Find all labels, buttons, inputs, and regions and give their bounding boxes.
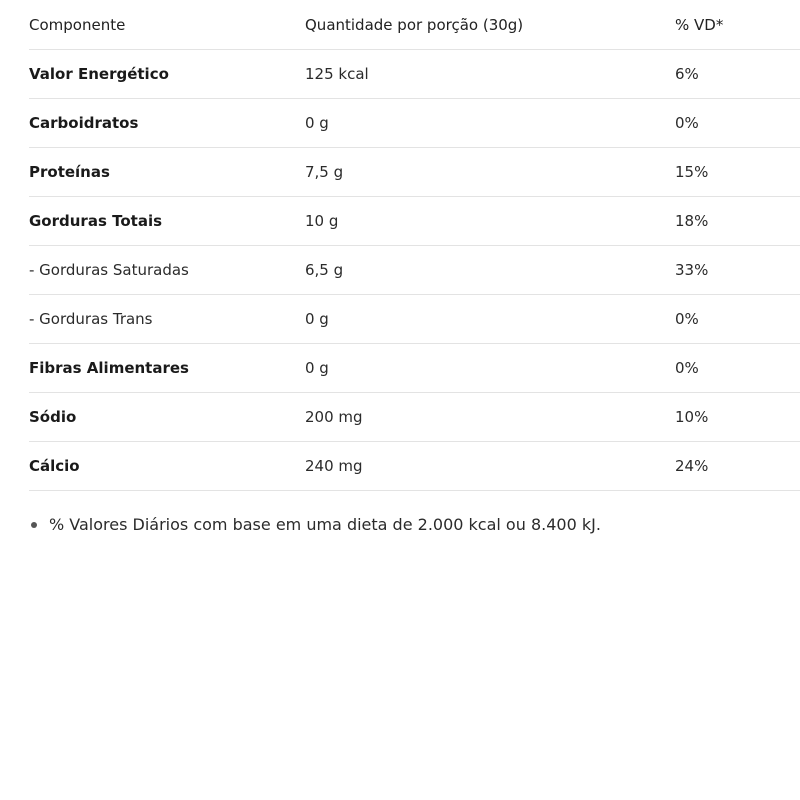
row-component: Sódio [29,393,305,442]
header-amount-per-serving: Quantidade por porção (30g) [305,0,675,50]
row-component: Carboidratos [29,99,305,148]
footnote-item [29,512,601,538]
row-amount: 0 g [305,344,675,393]
table-row [29,442,800,491]
table-row [29,148,800,197]
row-amount: 200 mg [305,393,675,442]
row-amount: 125 kcal [305,50,675,99]
row-daily-value: 10% [675,393,800,442]
table-header-row [29,0,800,50]
row-daily-value: 18% [675,197,800,246]
table-row [29,246,800,295]
row-component: - Gorduras Trans [29,295,305,344]
row-amount: 6,5 g [305,246,675,295]
row-daily-value: 0% [675,295,800,344]
row-daily-value: 24% [675,442,800,491]
row-daily-value: 6% [675,50,800,99]
row-amount: 7,5 g [305,148,675,197]
table-row [29,344,800,393]
row-daily-value: 33% [675,246,800,295]
table-row [29,50,800,99]
row-component: Fibras Alimentares [29,344,305,393]
row-component: Proteínas [29,148,305,197]
footnote-list [29,512,601,538]
row-component: Cálcio [29,442,305,491]
row-amount: 10 g [305,197,675,246]
table-row [29,197,800,246]
row-amount: 240 mg [305,442,675,491]
row-amount: 0 g [305,99,675,148]
bullet-icon [31,522,37,528]
row-amount: 0 g [305,295,675,344]
row-daily-value: 0% [675,99,800,148]
header-component: Componente [29,0,305,50]
table-row [29,99,800,148]
table-row [29,295,800,344]
row-daily-value: 0% [675,344,800,393]
header-daily-value: % VD* [675,0,800,50]
row-daily-value: 15% [675,148,800,197]
nutrition-facts-table [29,0,800,491]
row-component: Valor Energético [29,50,305,99]
footnote-text: % Valores Diários com base em uma dieta de 2.000 kcal ou 8.400 kJ. [49,515,601,534]
row-component: - Gorduras Saturadas [29,246,305,295]
row-component: Gorduras Totais [29,197,305,246]
table-row [29,393,800,442]
